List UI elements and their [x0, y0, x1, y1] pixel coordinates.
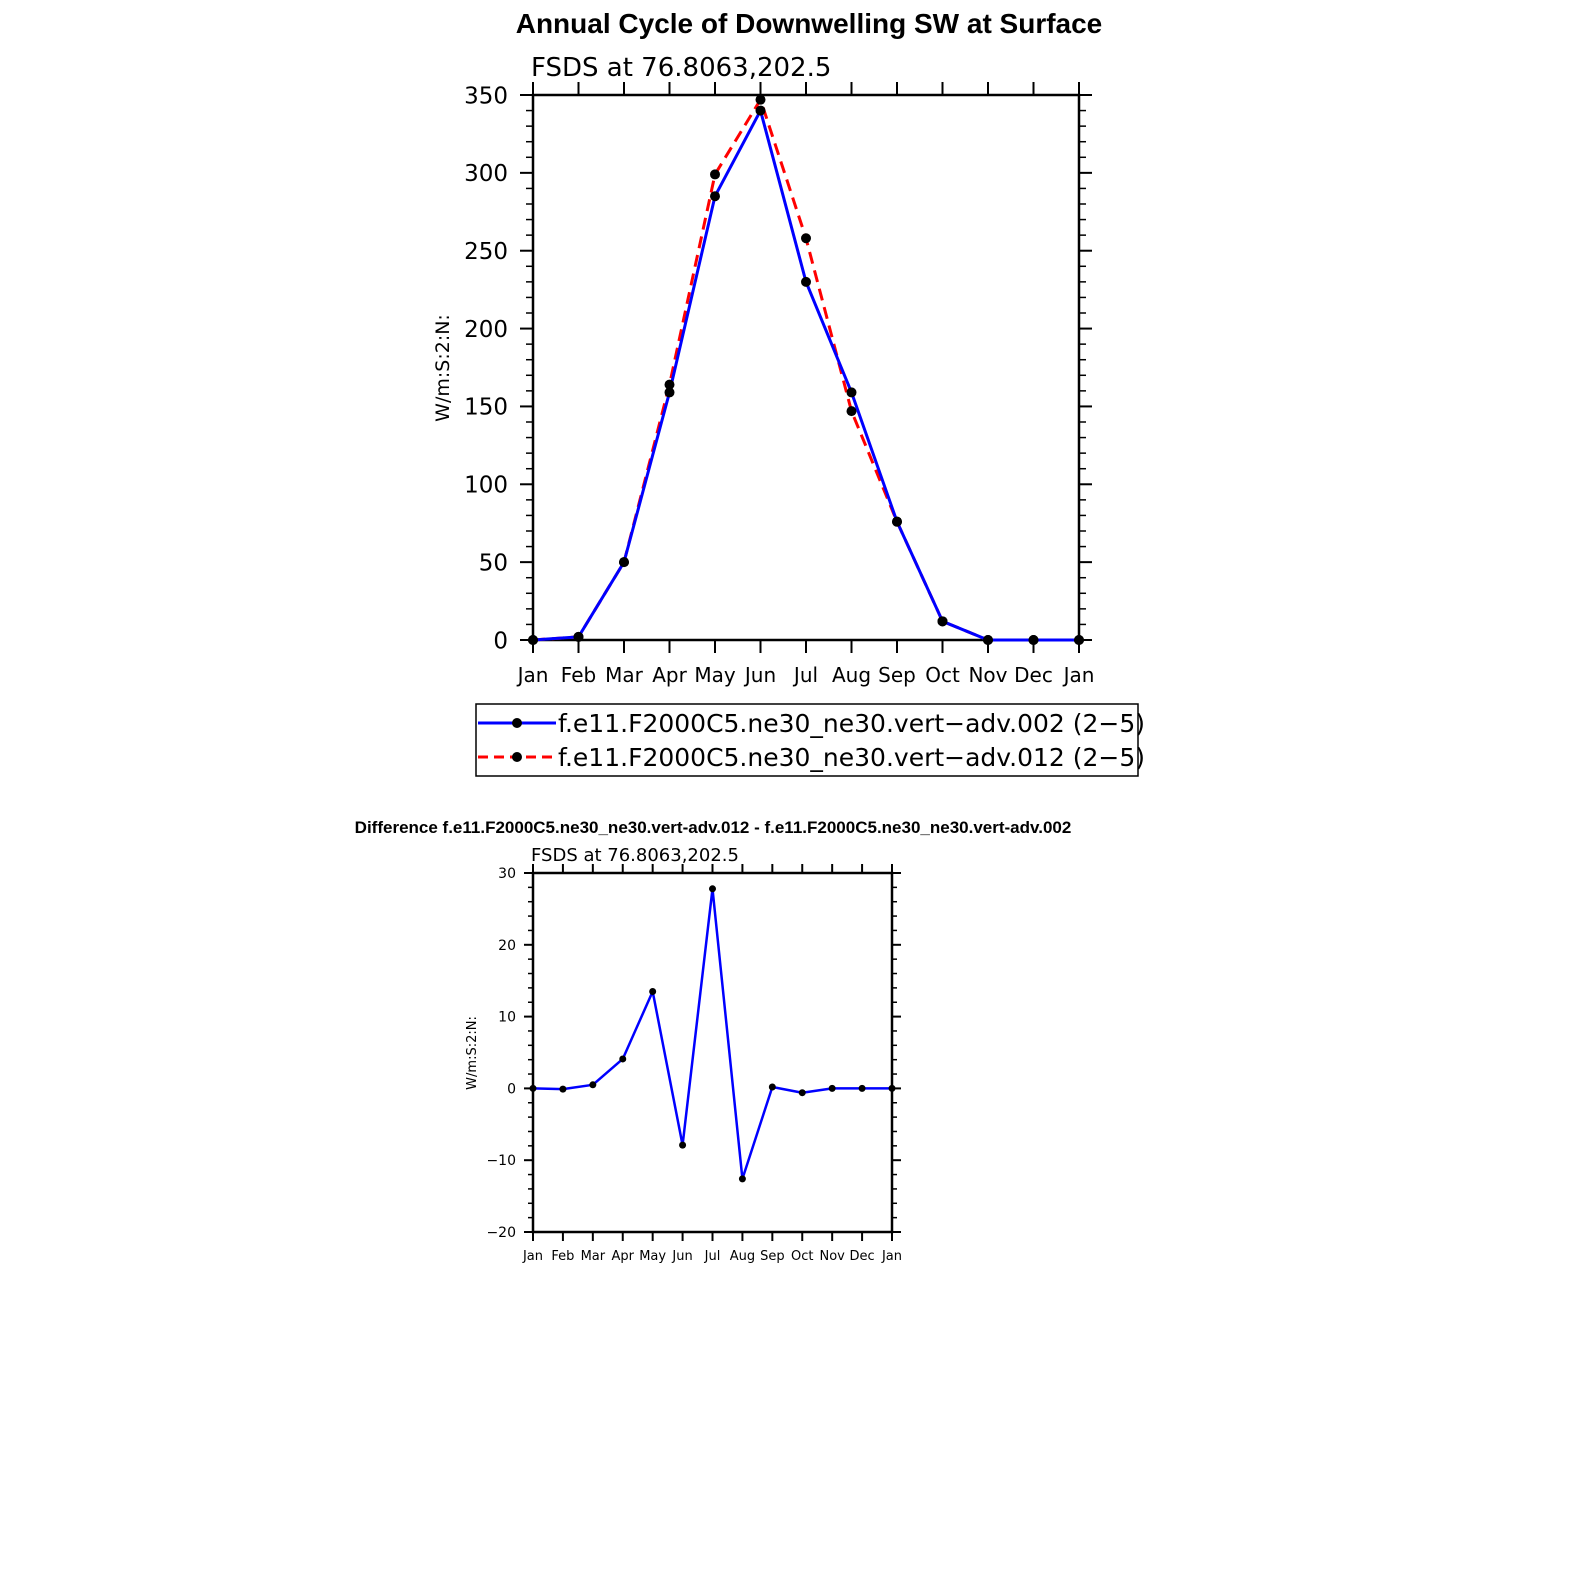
chart1-legend	[476, 704, 1145, 776]
x-tick-label: Nov	[968, 663, 1008, 687]
x-tick-label: Aug	[831, 663, 872, 687]
chart2-series-group	[530, 885, 896, 1182]
x-tick-label: Mar	[605, 663, 643, 687]
data-point-series-1	[938, 616, 948, 626]
x-tick-label: Jul	[793, 663, 819, 687]
chart1-series-group	[528, 95, 1084, 645]
y-tick-label: −20	[486, 1225, 516, 1242]
legend-marker-series-1	[512, 718, 522, 728]
data-point-series-1	[829, 1085, 836, 1092]
chart1-y-axis	[464, 83, 1092, 654]
x-tick-label: Feb	[551, 1249, 575, 1264]
data-point-series-1	[709, 885, 716, 892]
data-point-series-2	[710, 169, 720, 179]
plot-frame	[533, 873, 892, 1232]
data-point-series-1	[710, 191, 720, 201]
data-point-series-1	[619, 1055, 626, 1062]
x-tick-label: Dec	[1014, 663, 1053, 687]
data-point-series-1	[892, 517, 902, 527]
data-point-series-2	[756, 95, 766, 105]
y-tick-label: 300	[464, 161, 508, 188]
chart2-subtitle: FSDS at 76.8063,202.5	[531, 845, 739, 866]
data-point-series-1	[530, 1085, 537, 1092]
chart1-title: Annual Cycle of Downwelling SW at Surface	[515, 8, 1103, 39]
x-tick-label: Jul	[704, 1249, 721, 1264]
chart2-plot-area	[533, 873, 892, 1232]
data-point-series-1	[619, 557, 629, 567]
y-tick-label: 0	[493, 628, 508, 655]
x-tick-label: Oct	[791, 1249, 814, 1264]
x-tick-label: Jun	[672, 1249, 693, 1264]
x-tick-label: Sep	[878, 663, 916, 687]
data-point-series-1	[1029, 635, 1039, 645]
data-point-series-2	[847, 406, 857, 416]
data-point-series-1	[665, 387, 675, 397]
data-point-series-2	[801, 233, 811, 243]
data-point-series-1	[574, 632, 584, 642]
x-tick-label: Jan	[517, 663, 549, 687]
chart2-title: Difference f.e11.F2000C5.ne30_ne30.vert-adv.012 - f.e11.F2000C5.ne30_ne30.vert-adv.002	[354, 818, 1072, 837]
y-tick-label: 250	[464, 238, 508, 265]
series-line-1	[533, 111, 1079, 640]
data-point-series-1	[983, 635, 993, 645]
data-point-series-1	[559, 1086, 566, 1093]
data-point-series-1	[1074, 635, 1084, 645]
legend-label-series-2: f.e11.F2000C5.ne30_ne30.vert−adv.012 (2−5)	[558, 743, 1146, 772]
plot-frame	[533, 95, 1079, 640]
series-line-2	[533, 100, 1079, 640]
chart1-subtitle: FSDS at 76.8063,202.5	[531, 53, 832, 83]
data-point-series-1	[769, 1083, 776, 1090]
x-tick-label: Dec	[849, 1249, 875, 1264]
x-tick-label: Apr	[652, 663, 687, 687]
x-tick-label: Oct	[925, 663, 960, 687]
chart2-x-axis	[522, 864, 902, 1264]
data-point-series-1	[801, 277, 811, 287]
y-tick-label: 50	[478, 550, 508, 577]
chart1-ylabel: W/m:S:2:N:	[432, 314, 454, 422]
data-point-series-1	[859, 1085, 866, 1092]
data-point-series-1	[679, 1142, 686, 1149]
data-point-series-1	[739, 1175, 746, 1182]
y-tick-label: 20	[498, 937, 516, 954]
x-tick-label: Jan	[1063, 663, 1095, 687]
y-tick-label: 0	[507, 1081, 516, 1098]
series-line-1	[533, 889, 892, 1179]
y-tick-label: 350	[464, 83, 508, 110]
y-tick-label: 150	[464, 394, 508, 421]
data-point-series-1	[649, 988, 656, 995]
x-tick-label: Jan	[881, 1249, 903, 1264]
y-tick-label: −10	[486, 1153, 516, 1170]
data-point-series-1	[756, 106, 766, 116]
x-tick-label: Feb	[560, 663, 597, 687]
y-tick-label: 100	[464, 472, 508, 499]
legend-marker-series-2	[512, 752, 522, 762]
data-point-series-1	[528, 635, 538, 645]
y-tick-label: 10	[498, 1009, 516, 1026]
x-tick-label: Aug	[729, 1249, 756, 1264]
x-tick-label: Jan	[522, 1249, 544, 1264]
x-tick-label: May	[694, 663, 736, 687]
x-tick-label: Sep	[760, 1249, 785, 1264]
data-point-series-1	[889, 1085, 896, 1092]
data-point-series-1	[589, 1081, 596, 1088]
data-point-series-1	[799, 1089, 806, 1096]
x-tick-label: Mar	[580, 1249, 606, 1264]
data-point-series-1	[847, 387, 857, 397]
y-tick-label: 30	[498, 866, 516, 883]
legend-label-series-1: f.e11.F2000C5.ne30_ne30.vert−adv.002 (2−5)	[558, 709, 1146, 738]
x-tick-label: May	[639, 1249, 667, 1264]
chart2-ylabel: W/m:S:2:N:	[465, 1016, 480, 1090]
x-tick-label: Jun	[744, 663, 777, 687]
x-tick-label: Nov	[819, 1249, 845, 1264]
y-tick-label: 200	[464, 316, 508, 343]
chart1-plot-area	[533, 95, 1079, 640]
x-tick-label: Apr	[611, 1249, 634, 1264]
